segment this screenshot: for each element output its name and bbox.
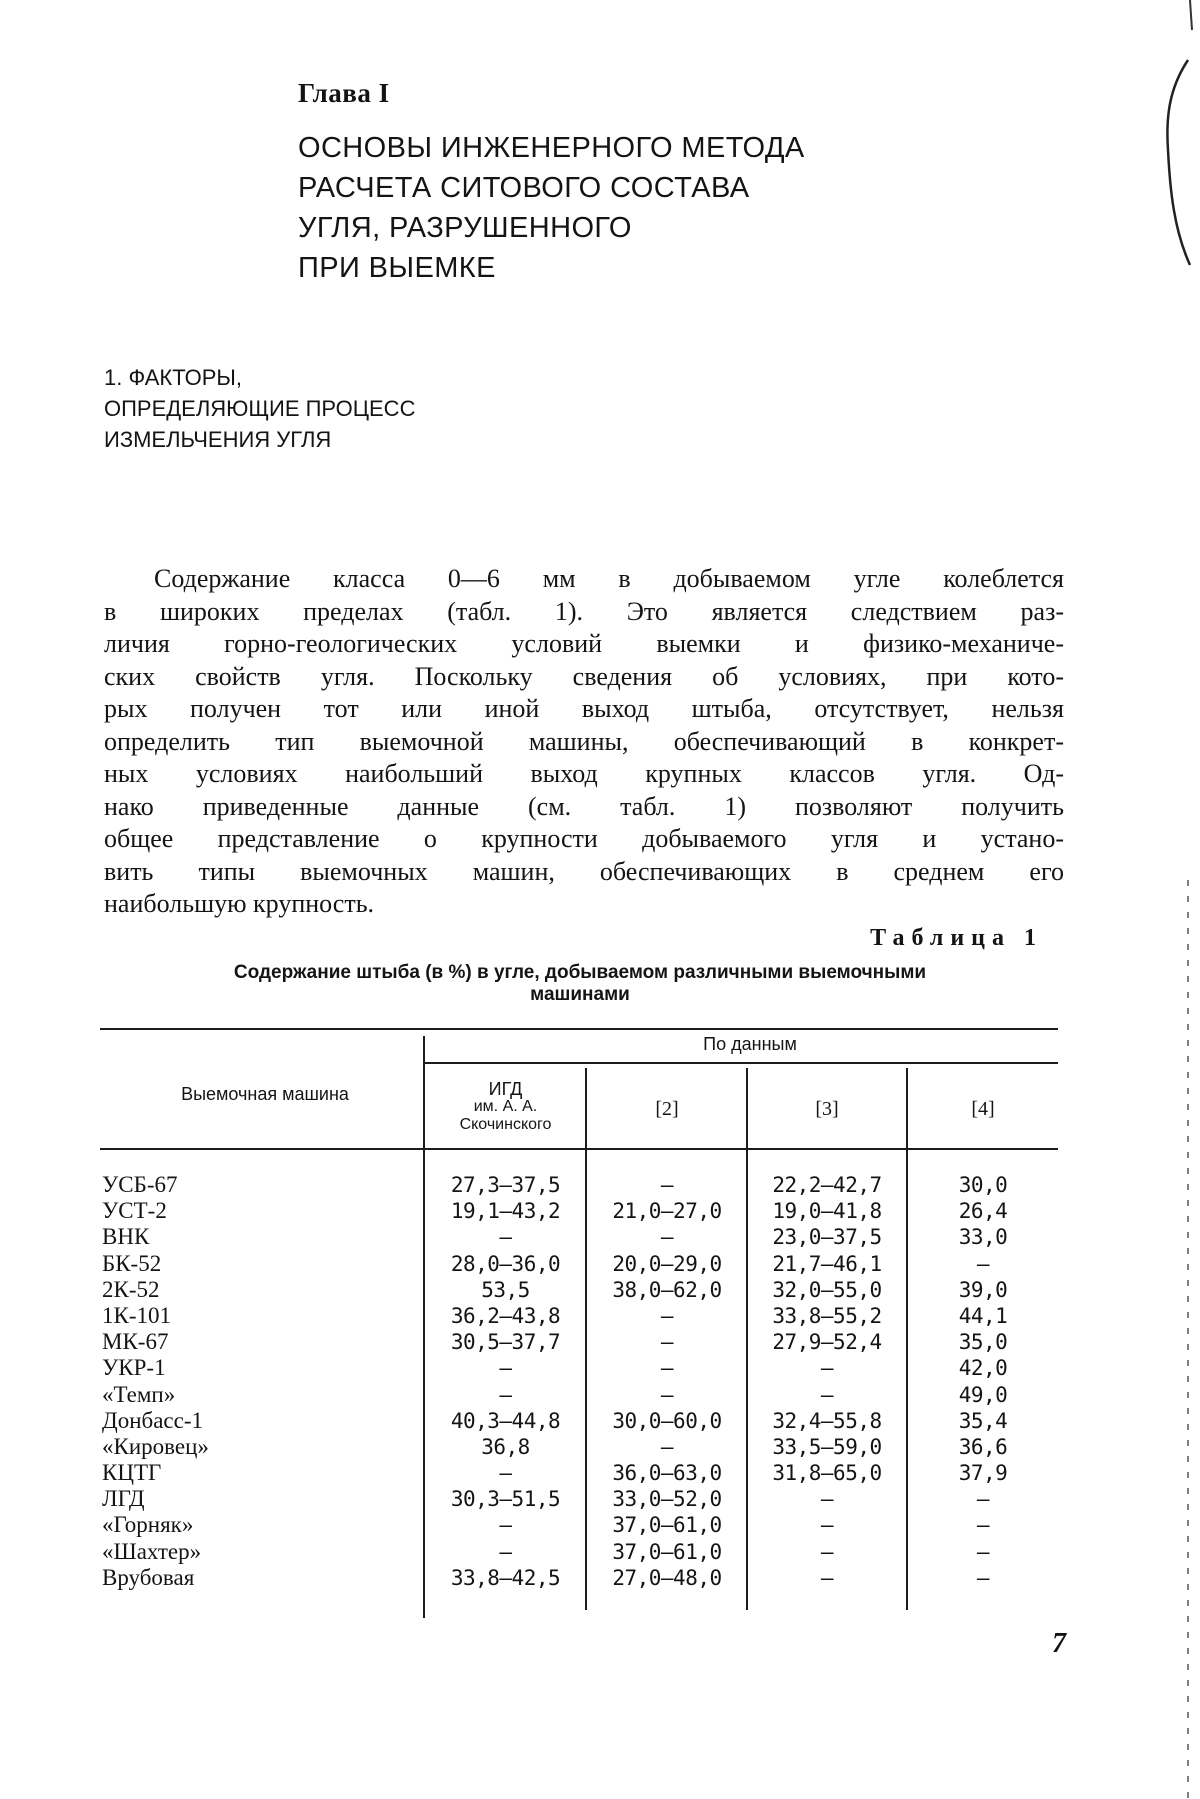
header-igd-line: им. А. А. xyxy=(473,1098,538,1115)
ref3-value-cell: 32,0—55,0 xyxy=(772,1277,882,1302)
body-line: Содержание класса 0—6 мм в добываемом угле колеблется xyxy=(154,564,1064,593)
ref3-value-cell: 32,4—55,8 xyxy=(772,1408,882,1433)
igd-value-cell: — xyxy=(499,1225,512,1250)
ref2-value-cell: — xyxy=(660,1173,674,1197)
table-column-divider xyxy=(746,1068,748,1610)
ref4-value-cell: 36,6 xyxy=(958,1434,1008,1459)
ref3-value-cell: — xyxy=(820,1487,834,1512)
ref2-value-cell: — xyxy=(660,1330,674,1355)
chapter-title xyxy=(298,128,938,288)
ref3-value-cell: 23,0—37,5 xyxy=(772,1225,882,1250)
ref4-value-cell: 35,4 xyxy=(958,1408,1008,1433)
scan-edge-dashes xyxy=(1184,880,1194,1799)
machine-name-cell: «Шахтер» xyxy=(102,1538,202,1564)
machine-name-cell: 1К-101 xyxy=(102,1302,171,1328)
header-ref-2: [2] xyxy=(655,1098,679,1120)
scan-edge-bracket xyxy=(1148,0,1200,280)
igd-value-cell: 27,3—37,5 xyxy=(450,1173,561,1197)
chapter-title-line: ПРИ ВЫЕМКЕ xyxy=(298,252,496,284)
ref4-value-cell: 33,0 xyxy=(958,1225,1008,1250)
machine-name-cell: «Горняк» xyxy=(102,1512,194,1538)
table-top-rule xyxy=(100,1028,1058,1030)
igd-value-cell: 30,5—37,7 xyxy=(450,1330,561,1355)
igd-value-cell: 40,3—44,8 xyxy=(450,1408,561,1433)
ref4-value-cell: 42,0 xyxy=(958,1356,1008,1381)
ref4-value-cell: 37,9 xyxy=(958,1461,1008,1486)
ref3-value-cell: — xyxy=(820,1565,834,1590)
machine-name-cell: Донбасс-1 xyxy=(102,1407,203,1433)
igd-value-cell: 30,3—51,5 xyxy=(450,1487,561,1512)
chapter-title-line: ОСНОВЫ ИНЖЕНЕРНОГО МЕТОДА xyxy=(298,132,805,164)
ref4-column xyxy=(910,1172,1056,1591)
ref3-value-cell: — xyxy=(820,1539,834,1564)
igd-value-cell: 19,1—43,2 xyxy=(450,1199,561,1224)
body-line: личия горно-геологических условий выемки и физико-механиче- xyxy=(104,629,1064,658)
machine-name-cell: ЛГД xyxy=(102,1486,145,1512)
table-header-bottom-rule xyxy=(100,1148,1058,1150)
machine-name-cell: «Темп» xyxy=(102,1381,176,1407)
table-caption-line: Содержание штыба (в %) в угле, добываемом различными выемочными xyxy=(233,962,927,983)
table-column-divider xyxy=(423,1036,425,1618)
machine-name-cell: ВНК xyxy=(102,1224,150,1250)
ref2-value-cell: 30,0—60,0 xyxy=(612,1408,722,1433)
header-by-source: По данным xyxy=(703,1034,797,1054)
body-line: нако приведенные данные (см. табл. 1) позволяют получить xyxy=(104,791,1064,821)
ref2-value-cell: 27,0—48,0 xyxy=(612,1565,722,1590)
header-ref-3: [3] xyxy=(815,1098,839,1120)
ref4-value-cell: 30,0 xyxy=(958,1173,1008,1197)
ref2-value-cell: — xyxy=(660,1382,674,1407)
ref4-value-cell: 39,0 xyxy=(958,1277,1008,1302)
ref3-value-cell: 31,8—65,0 xyxy=(772,1461,882,1486)
igd-value-cell: — xyxy=(499,1356,512,1381)
table-column-divider xyxy=(585,1068,587,1610)
machine-name-cell: «Кировец» xyxy=(102,1433,209,1459)
body-line: в широких пределах (табл. 1). Это является следствием раз- xyxy=(104,596,1064,626)
ref2-value-cell: 38,0—62,0 xyxy=(612,1277,722,1302)
igd-value-cell: — xyxy=(499,1461,512,1486)
machine-name-cell: БК-52 xyxy=(102,1250,162,1276)
ref3-value-cell: 21,7—46,1 xyxy=(772,1251,882,1276)
igd-column xyxy=(428,1172,583,1591)
section-title-line: ИЗМЕЛЬЧЕНИЯ УГЛЯ xyxy=(104,427,332,452)
header-igd-line: ИГД xyxy=(488,1079,523,1099)
machine-name-cell: УКР-1 xyxy=(102,1355,166,1381)
table-column-divider xyxy=(906,1068,908,1610)
body-line: рых получен тот или иной выход штыба, отсутствует, нельзя xyxy=(104,694,1064,723)
machine-name-cell: УСБ-67 xyxy=(102,1172,178,1197)
ref3-value-cell: 33,8—55,2 xyxy=(772,1303,882,1328)
ref2-value-cell: 37,0—61,0 xyxy=(612,1513,722,1538)
ref4-value-cell: — xyxy=(976,1513,990,1538)
body-line: ских свойств угля. Поскольку сведения об условиях, при кото- xyxy=(104,661,1064,691)
header-machine: Выемочная машина xyxy=(181,1084,349,1104)
ref3-value-cell: 33,5—59,0 xyxy=(772,1434,882,1459)
ref2-value-cell: — xyxy=(660,1434,674,1459)
ref3-value-cell: 22,2—42,7 xyxy=(772,1173,882,1197)
body-line: определить тип выемочной машины, обеспечивающий в конкрет- xyxy=(104,726,1064,756)
ref2-value-cell: 20,0—29,0 xyxy=(612,1251,722,1276)
machine-column xyxy=(102,1172,402,1591)
page-number: 7 xyxy=(1052,1628,1066,1659)
section-title-line: 1. ФАКТОРЫ, xyxy=(104,365,243,390)
body-line: вить типы выемочных машин, обеспечивающих в среднем его xyxy=(104,856,1064,886)
igd-value-cell: 33,8—42,5 xyxy=(450,1565,561,1590)
header-ref-4: [4] xyxy=(971,1098,995,1120)
ref2-value-cell: — xyxy=(660,1303,674,1328)
ref2-value-cell: 21,0—27,0 xyxy=(612,1199,722,1224)
ref3-value-cell: — xyxy=(820,1513,834,1538)
ref3-value-cell: — xyxy=(820,1356,834,1381)
chapter-title-line: УГЛЯ, РАЗРУШЕННОГО xyxy=(298,212,632,244)
ref4-value-cell: — xyxy=(976,1539,990,1564)
header-igd xyxy=(428,1080,583,1134)
ref2-value-cell: 33,0—52,0 xyxy=(612,1487,722,1512)
machine-name-cell: КЦТГ xyxy=(102,1460,162,1486)
ref4-value-cell: 49,0 xyxy=(958,1382,1008,1407)
body-paragraph xyxy=(104,563,1064,921)
ref4-value-cell: — xyxy=(976,1565,990,1590)
igd-value-cell: 36,2—43,8 xyxy=(450,1303,561,1328)
machine-name-cell: УСТ-2 xyxy=(102,1198,167,1224)
ref4-value-cell: 26,4 xyxy=(958,1199,1008,1224)
machine-name-cell: Врубовая xyxy=(102,1564,195,1590)
ref3-value-cell: — xyxy=(820,1382,834,1407)
igd-value-cell: — xyxy=(499,1513,512,1538)
table-caption-line: машинами xyxy=(530,984,630,1005)
table-caption xyxy=(100,962,1060,1006)
section-title xyxy=(104,362,415,455)
ref2-value-cell: 37,0—61,0 xyxy=(612,1539,722,1564)
ref3-column xyxy=(750,1172,904,1591)
igd-value-cell: 36,8 xyxy=(481,1434,530,1459)
igd-value-cell: 28,0—36,0 xyxy=(450,1251,561,1276)
ref4-value-cell: 44,1 xyxy=(958,1303,1008,1328)
table-number: Таблица 1 xyxy=(870,925,1043,951)
body-line: наибольшую крупность. xyxy=(104,889,375,918)
igd-value-cell: — xyxy=(499,1382,512,1407)
machine-name-cell: МК-67 xyxy=(102,1329,169,1355)
igd-value-cell: 53,5 xyxy=(481,1277,530,1302)
ref3-value-cell: 19,0—41,8 xyxy=(772,1199,882,1224)
igd-value-cell: — xyxy=(499,1539,512,1564)
ref2-column xyxy=(590,1172,744,1591)
section-title-line: ОПРЕДЕЛЯЮЩИЕ ПРОЦЕСС xyxy=(104,396,416,421)
ref2-value-cell: — xyxy=(660,1356,674,1381)
ref4-value-cell: — xyxy=(976,1251,990,1276)
header-igd-line: Скочинского xyxy=(459,1116,552,1133)
body-line: ных условиях наибольший выход крупных классов угля. Од- xyxy=(104,759,1064,788)
ref4-value-cell: 35,0 xyxy=(958,1330,1008,1355)
ref3-value-cell: 27,9—52,4 xyxy=(772,1330,882,1355)
chapter-label: Глава I xyxy=(298,78,390,108)
machine-name-cell: 2К-52 xyxy=(102,1276,160,1302)
body-line: общее представление о крупности добываемого угля и устано- xyxy=(104,824,1064,853)
table-header-group-rule xyxy=(425,1062,1058,1064)
ref2-value-cell: 36,0—63,0 xyxy=(612,1461,722,1486)
chapter-title-line: РАСЧЕТА СИТОВОГО СОСТАВА xyxy=(298,172,750,204)
ref4-value-cell: — xyxy=(976,1487,990,1512)
ref2-value-cell: — xyxy=(660,1225,674,1250)
